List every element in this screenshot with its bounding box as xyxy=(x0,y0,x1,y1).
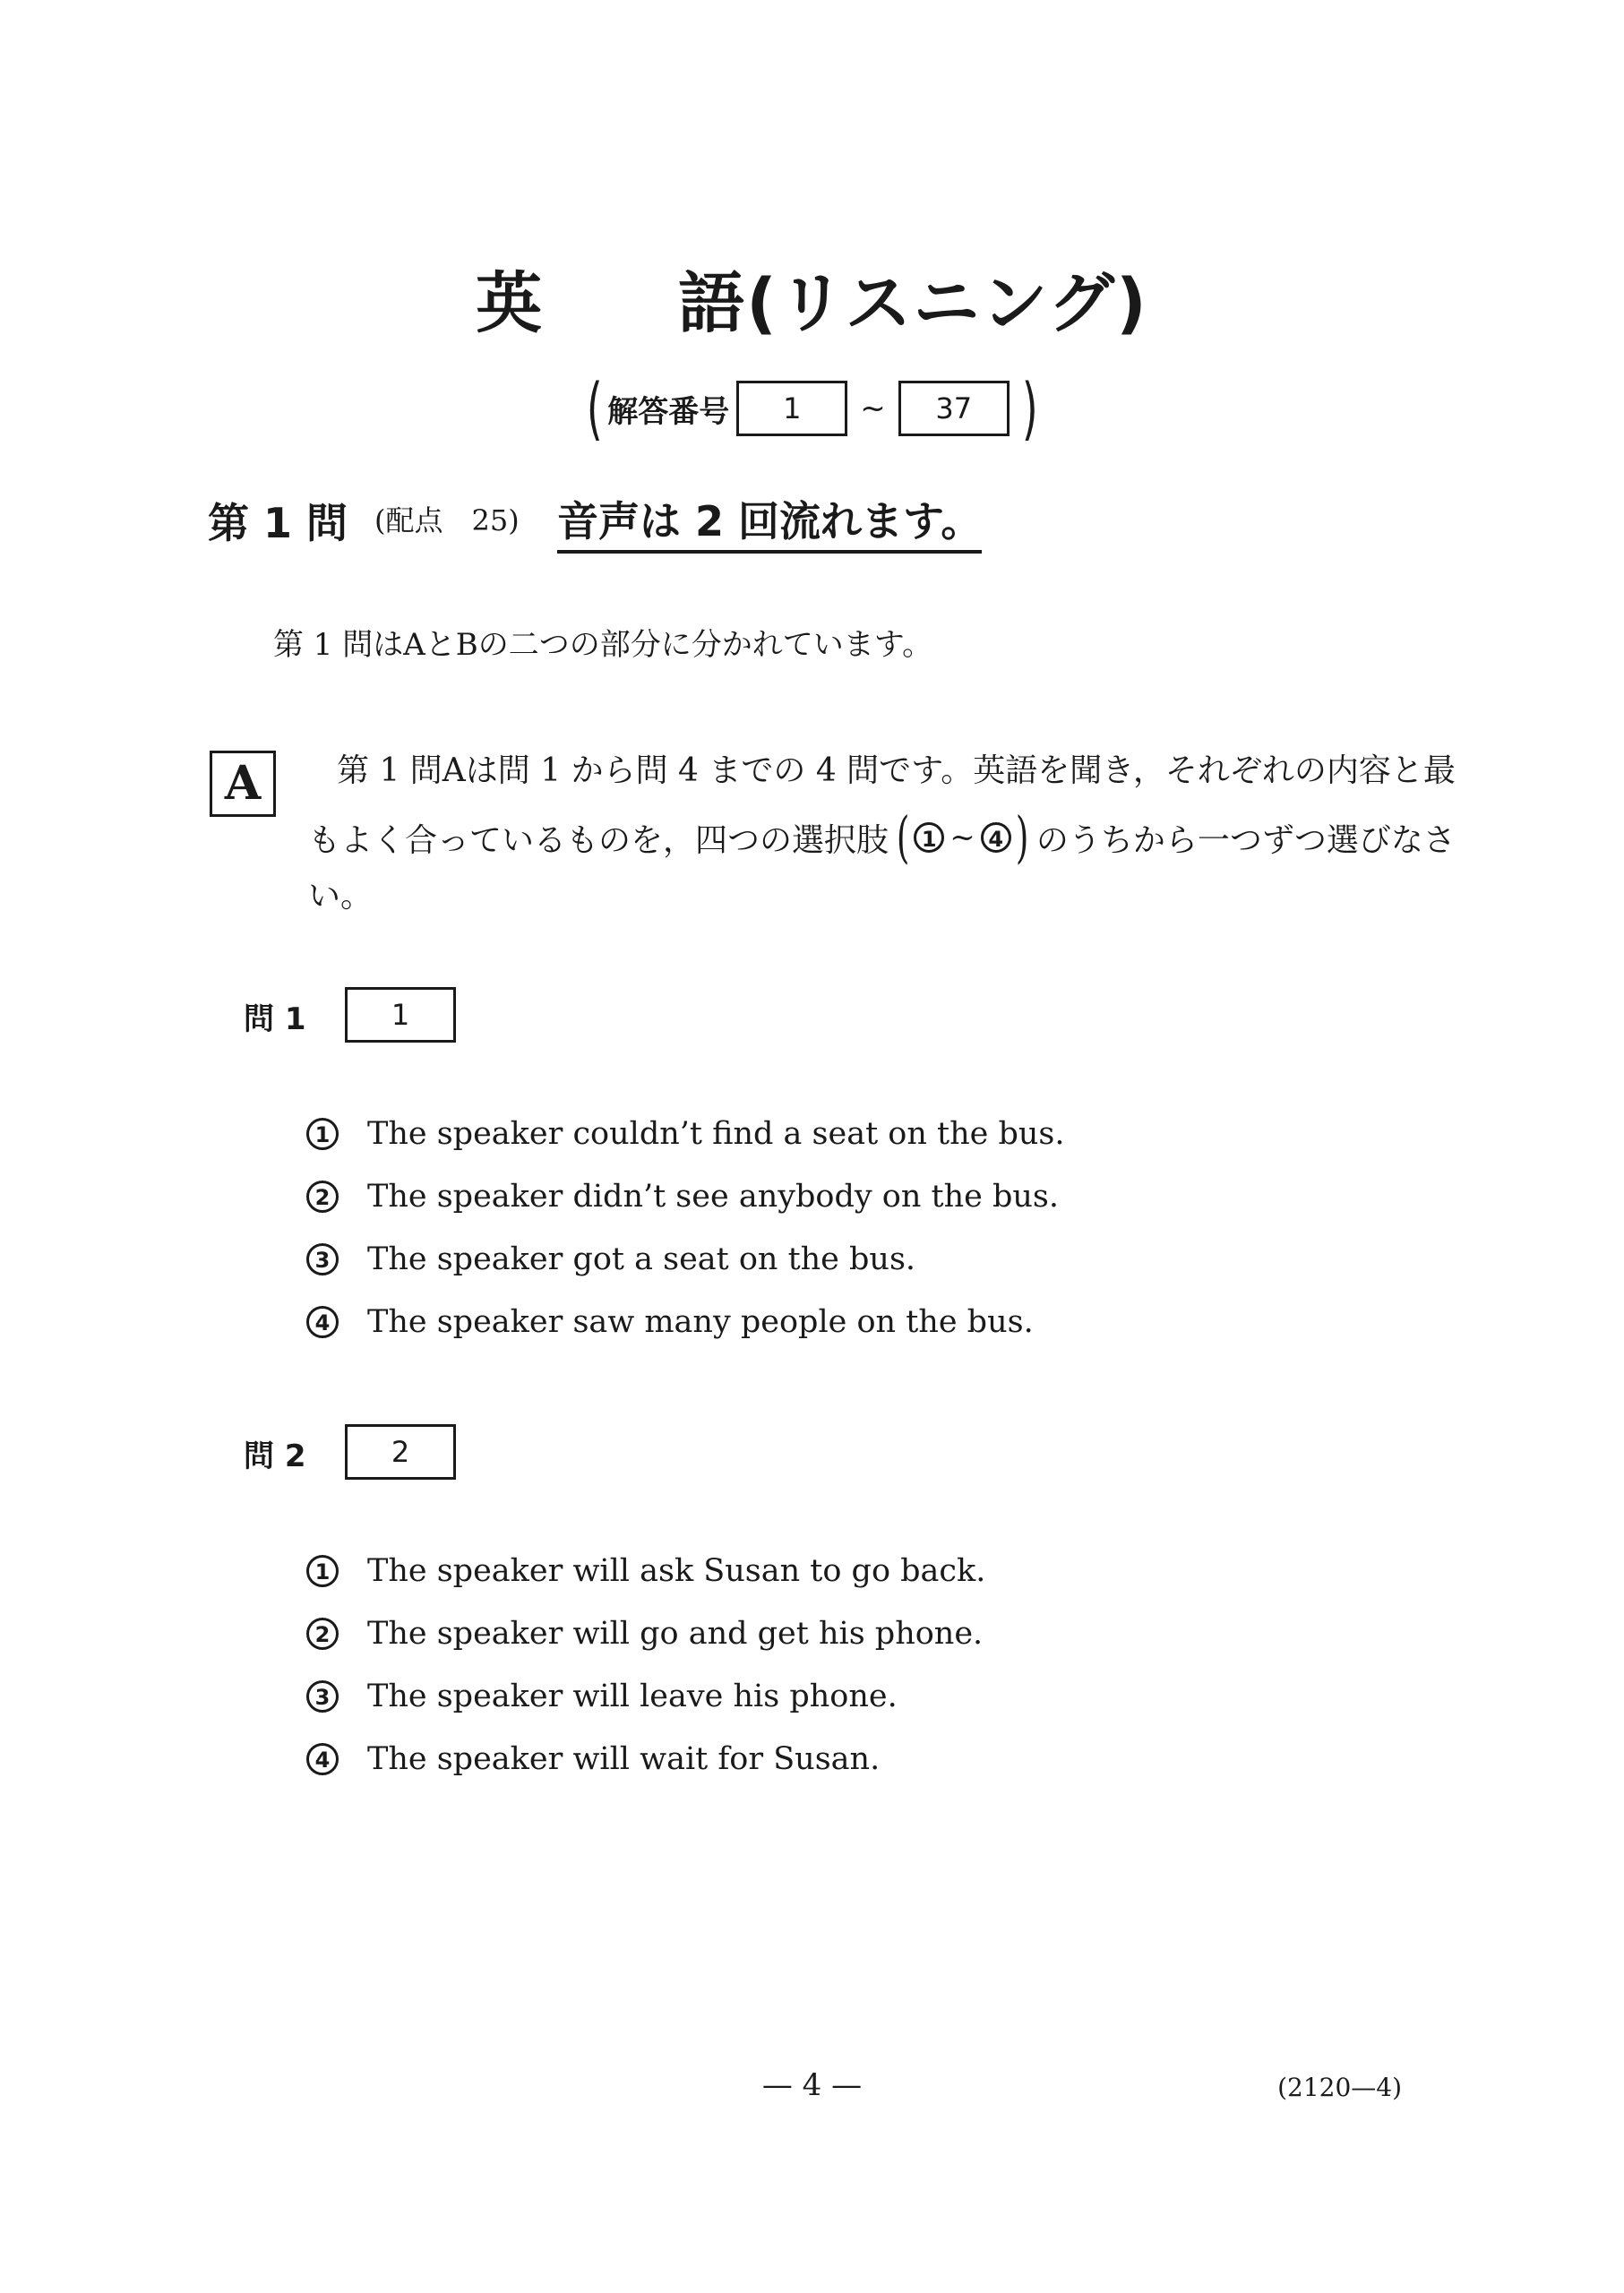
page-code: (2120—4) xyxy=(1277,2073,1402,2102)
answer-range-separator: ~ xyxy=(860,391,886,426)
option-number-icon: 3 xyxy=(306,1243,339,1275)
question-2-option-1 xyxy=(306,1553,985,1589)
option-text: The speaker couldn’t find a seat on the bus. xyxy=(367,1116,1065,1152)
section-a-instruction-line1: 第 1 問Aは問 1 から問 4 までの 4 問です。英語を聞き，それぞれの内容と最 xyxy=(337,752,1456,789)
question-2-option-2 xyxy=(306,1616,983,1652)
option-number-icon: 1 xyxy=(306,1118,339,1150)
instruction-line2-pre: もよく合っているものを，四つの選択肢 xyxy=(308,821,889,859)
question-1-option-1 xyxy=(306,1116,1064,1152)
instruction-line2-post: のうちから一つずつ選びなさ xyxy=(1035,821,1456,859)
choice-range-start-icon: 1 xyxy=(914,822,944,853)
question-heading: 第 1 問 xyxy=(208,499,348,547)
section-a-instruction-line3: い。 xyxy=(308,878,374,915)
question-1-answer-box: 1 xyxy=(345,987,456,1043)
page-title xyxy=(0,251,1624,346)
answer-range-open-bracket: ( xyxy=(586,368,603,448)
answer-range-end-box: 37 xyxy=(898,381,1010,436)
answer-range-start-box: 1 xyxy=(736,381,847,436)
question-2-option-3 xyxy=(306,1679,898,1714)
option-number-icon: 2 xyxy=(306,1181,339,1213)
option-text: The speaker got a seat on the bus. xyxy=(367,1241,916,1277)
question-2-label: 問 2 xyxy=(244,1438,306,1474)
option-text: The speaker will leave his phone. xyxy=(367,1679,898,1714)
page-number: — 4 — xyxy=(761,2067,863,2103)
choice-range-separator: ~ xyxy=(949,820,975,855)
choice-range xyxy=(892,804,1033,870)
audio-notice: 音声は 2 回流れます。 xyxy=(557,489,982,554)
question-1-label: 問 1 xyxy=(244,1001,306,1037)
option-number-icon: 2 xyxy=(306,1618,339,1650)
question-2-option-4 xyxy=(306,1741,880,1777)
choice-range-end-icon: 4 xyxy=(981,822,1011,853)
question-intro: 第 1 問はAとBの二つの部分に分かれています。 xyxy=(273,627,933,663)
title-part2: 語(リスニング) xyxy=(678,265,1148,342)
answer-range xyxy=(0,368,1624,448)
option-number-icon: 4 xyxy=(306,1306,339,1338)
question-1-option-2 xyxy=(306,1179,1059,1215)
question-1-option-4 xyxy=(306,1304,1034,1340)
option-text: The speaker will wait for Susan. xyxy=(367,1741,881,1777)
choice-range-close: ) xyxy=(1015,804,1029,870)
answer-range-close-bracket: ) xyxy=(1021,368,1038,448)
question-points: (配点 25) xyxy=(374,503,520,537)
option-text: The speaker didn’t see anybody on the bus. xyxy=(367,1179,1059,1215)
option-number-icon: 3 xyxy=(306,1680,339,1713)
answer-range-label: 解答番号 xyxy=(607,393,730,430)
option-number-icon: 1 xyxy=(306,1555,339,1587)
option-text: The speaker saw many people on the bus. xyxy=(367,1304,1034,1340)
question-2-answer-box: 2 xyxy=(345,1424,456,1480)
title-part1: 英 xyxy=(476,265,545,342)
section-a-instruction-line2 xyxy=(308,804,1456,870)
question-1-option-3 xyxy=(306,1241,915,1277)
option-text: The speaker will go and get his phone. xyxy=(367,1616,984,1652)
section-a-label: A xyxy=(210,751,276,817)
option-text: The speaker will ask Susan to go back. xyxy=(367,1553,986,1589)
option-number-icon: 4 xyxy=(306,1743,339,1775)
choice-range-open: ( xyxy=(896,804,910,870)
